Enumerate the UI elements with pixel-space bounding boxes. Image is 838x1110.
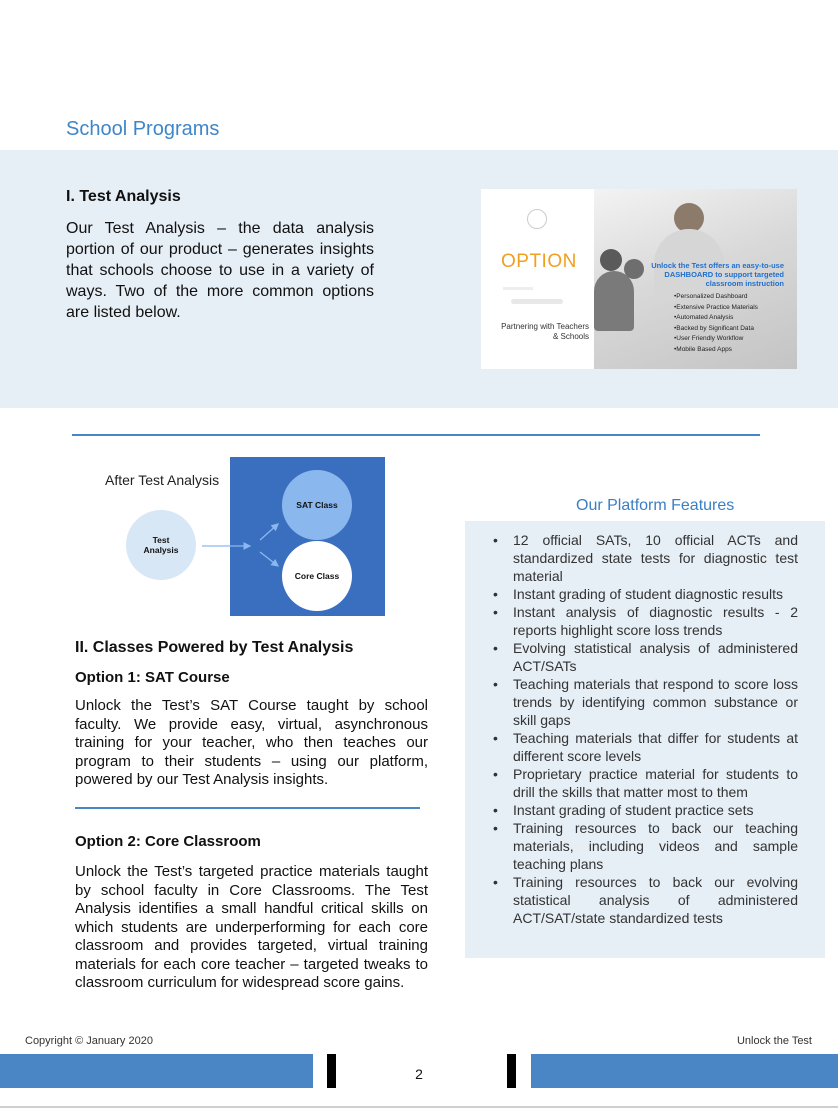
promo-image bbox=[481, 189, 797, 369]
node-label: Test Analysis bbox=[143, 535, 179, 555]
list-item: • Training resources to back our teaching materials, including videos and sample teaching plans bbox=[513, 819, 798, 873]
node-label: SAT Class bbox=[296, 500, 338, 510]
divider bbox=[72, 434, 760, 436]
footer-bar bbox=[531, 1054, 838, 1088]
copyright: Copyright © January 2020 bbox=[25, 1035, 153, 1047]
footer-brand: Unlock the Test bbox=[736, 1035, 812, 1047]
footer-bar bbox=[0, 1054, 313, 1088]
page-number: 2 bbox=[415, 1066, 423, 1082]
list-item: • Instant grading of student diagnostic results bbox=[513, 585, 798, 603]
logo-icon bbox=[527, 209, 547, 229]
list-item: • Mobile Based Apps bbox=[674, 345, 758, 356]
diagram-label: After Test Analysis bbox=[105, 472, 220, 488]
flow-arrows bbox=[200, 520, 290, 580]
footer-marker bbox=[507, 1054, 516, 1088]
features-title: Our Platform Features bbox=[576, 497, 735, 514]
divider bbox=[75, 807, 420, 809]
promo-divider bbox=[511, 299, 563, 304]
list-item: • Teaching materials that differ for students at different score levels bbox=[513, 729, 798, 765]
list-item: • Automated Analysis bbox=[674, 313, 758, 324]
promo-option-label: OPTION bbox=[501, 251, 577, 272]
test-analysis-body: Our Test Analysis – the data analysis portion of our product – generates insights that schools choose to use in a variety of ways. Two of the more common options are listed below. bbox=[66, 220, 374, 321]
arrow-down-right-icon bbox=[260, 552, 278, 566]
list-item: • Proprietary practice material for students to drill the skills that matter most to them bbox=[513, 765, 798, 801]
list-item: • Instant grading of student practice sets bbox=[513, 801, 798, 819]
option1-body: Unlock the Test’s SAT Course taught by school faculty. We provide easy, virtual, asynchronous training for your teacher, who then teaches our program to their students – using our platform, powered by our Test Analysis insights. bbox=[75, 697, 428, 788]
list-item: • User Friendly Workflow bbox=[674, 334, 758, 345]
features-list bbox=[513, 531, 798, 927]
list-item: • Backed by Significant Data bbox=[674, 324, 758, 335]
list-item: • Teaching materials that respond to score loss trends by identifying common substance or skill gaps bbox=[513, 675, 798, 729]
option1-heading: Option 1: SAT Course bbox=[75, 669, 230, 686]
node-sat-class bbox=[282, 470, 352, 540]
option2-body: Unlock the Test’s targeted practice materials taught by school faculty in Core Classrooms. The Test Analysis identifies a small handful critical skills on which students are underperforming for each core classroom and provides targeted, virtual training materials for each core teacher – targeted tweaks to classroom curriculum for widespread score gains. bbox=[75, 863, 428, 991]
classes-heading: II. Classes Powered by Test Analysis bbox=[75, 639, 354, 656]
test-analysis-heading: I. Test Analysis bbox=[66, 188, 181, 205]
promo-partner-text: Partnering with Teachers & Schools bbox=[501, 322, 589, 341]
node-label: Core Class bbox=[294, 571, 340, 581]
features-panel bbox=[465, 521, 825, 958]
page-edge bbox=[0, 1106, 838, 1108]
node-core-class bbox=[282, 541, 352, 611]
promo-feature-list bbox=[674, 292, 758, 355]
list-item: • Training resources to back our evolving statistical analysis of administered ACT/SAT/state standardized tests bbox=[513, 873, 798, 927]
option2-heading: Option 2: Core Classroom bbox=[75, 833, 261, 850]
list-item: • Evolving statistical analysis of administered ACT/SATs bbox=[513, 639, 798, 675]
promo-headline: Unlock the Test offers an easy-to-use DASHBOARD to support targeted classroom instruction bbox=[651, 261, 784, 288]
section-title: School Programs bbox=[66, 118, 220, 140]
list-item: • Personalized Dashboard bbox=[674, 292, 758, 303]
arrow-up-right-icon bbox=[260, 524, 278, 540]
list-item: • Instant analysis of diagnostic results - 2 reports highlight score loss trends bbox=[513, 603, 798, 639]
list-item: • 12 official SATs, 10 official ACTs and standardized state tests for diagnostic test material bbox=[513, 531, 798, 585]
node-test-analysis bbox=[126, 510, 196, 580]
promo-divider bbox=[503, 287, 533, 290]
footer-marker bbox=[327, 1054, 336, 1088]
list-item: • Extensive Practice Materials bbox=[674, 303, 758, 314]
